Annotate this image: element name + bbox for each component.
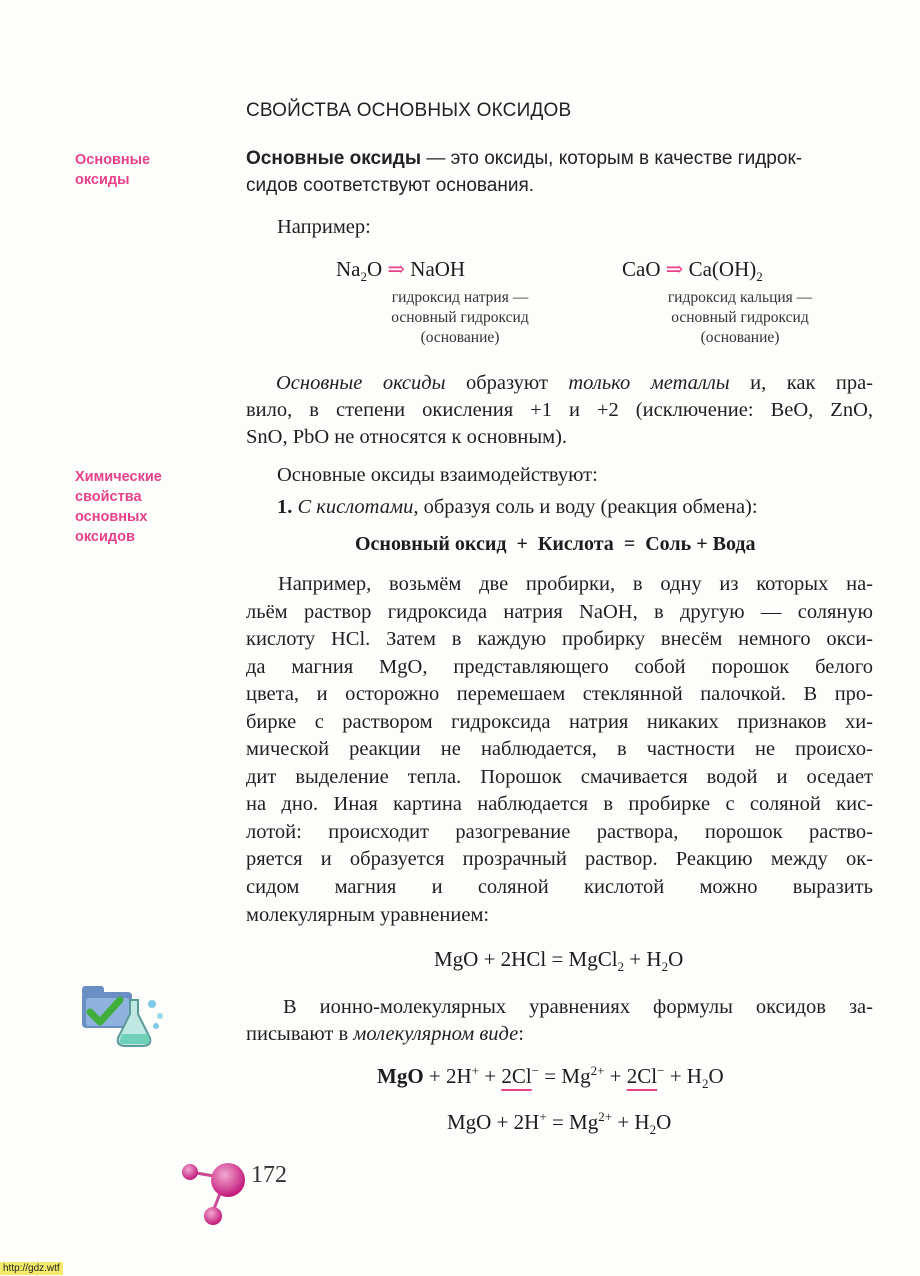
example-caption-naoh: гидроксид натрия — основный гидроксид (основание)	[391, 289, 529, 346]
molecule-decoration-icon	[178, 1158, 250, 1230]
implies-arrow-icon: ⇒	[387, 257, 406, 281]
experiment-line: льём раствор гидроксида натрия NaOH, в другую — соляную	[246, 601, 873, 623]
ionic-intro-line-2: писывают в молекулярном виде:	[246, 1023, 524, 1045]
experiment-line: лотой: происходит разогревание раствора, порошок раство-	[246, 821, 873, 843]
experiment-line: молекулярным уравнением:	[246, 904, 490, 926]
experiment-line: сидом магния и соляной кислотой можно выразить	[246, 876, 873, 898]
experiment-line: да магния MgO, представляющего собой порошок белого	[246, 656, 873, 678]
experiment-line: цвета, и осторожно перемешаем стеклянной палочкой. В про-	[246, 683, 873, 705]
metals-paragraph-line-2: вило, в степени окисления +1 и +2 (исключение: BeO, ZnO,	[246, 399, 873, 421]
metals-paragraph-line-1: Основные оксиды образуют только металлы и, как пра-	[276, 372, 873, 394]
margin-label-line: Основные	[75, 152, 151, 168]
margin-label-line: оксиды	[75, 172, 130, 188]
watermark-link[interactable]: http://gdz.wtf	[0, 1262, 63, 1275]
margin-label-basic-oxides	[75, 150, 150, 190]
example-formula-caoh2: CaO ⇒ $Ca(OH)_2$	[622, 257, 763, 284]
section-title: СВОЙСТВА ОСНОВНЫХ ОКСИДОВ	[246, 100, 572, 121]
experiment-line: ряется и образуется прозрачный раствор. Реакцию между ок-	[246, 848, 873, 870]
definition-line-2: сидов соответствуют основания.	[246, 175, 535, 196]
margin-label-chemical-properties: Химические свойства основных оксидов	[75, 469, 162, 545]
experiment-line: на дно. Иная картина наблюдается в пробирке с соляной кис-	[246, 793, 873, 815]
definition-text: — это оксиды, которым в качестве гидрок-	[421, 148, 803, 169]
experiment-line: Например, возьмём две пробирки, в одну из которых на-	[278, 573, 873, 595]
cancelled-ion: 2Cl	[501, 1064, 532, 1088]
experiment-line: бирке с раствором гидроксида натрия никаких признаков хи-	[246, 711, 873, 733]
implies-arrow-icon: ⇒	[665, 257, 684, 281]
experiment-line: кислоту HCl. Затем в каждую пробирку внесём немного окси-	[246, 628, 873, 650]
item-1: 1. С кислотами, образуя соль и воду (реакция обмена):	[277, 496, 758, 518]
short-ionic-equation: MgO + $2H^+ = Mg^{2+} + H_2O$	[447, 1109, 672, 1137]
molecular-equation: MgO + 2HCl = MgCl$_2$ + $H_2O$	[434, 947, 684, 974]
example-label: Например:	[277, 216, 371, 238]
definition-term: Основные оксиды	[246, 148, 422, 169]
example-caption-caoh2: гидроксид кальция — основный гидроксид (основание)	[667, 289, 813, 346]
cancelled-ion: 2Cl	[626, 1064, 658, 1088]
page-number: 172	[251, 1162, 287, 1188]
general-equation: Основный оксид + Кислота = Соль + Вода	[355, 533, 756, 555]
lab-flask-checkmark-icon	[80, 982, 166, 1054]
full-ionic-equation: MgO + $2H^+ + 2Cl^- = Mg^{2+} + 2Cl^- + H_2O$	[377, 1063, 724, 1091]
metals-paragraph-line-3: SnO, PbO не относятся к основным).	[246, 426, 568, 448]
ionic-intro-line-1: В ионно-молекулярных уравнениях формулы оксидов за-	[283, 996, 873, 1018]
experiment-line: мической реакции не наблюдается, в частности не происхо-	[246, 738, 873, 760]
definition-line-1	[246, 145, 873, 172]
example-formula-naoh: $Na_2O$ ⇒ NaOH	[336, 257, 466, 284]
experiment-line: дит выделение тепла. Порошок смачивается водой и оседает	[246, 766, 873, 788]
interaction-intro: Основные оксиды взаимодействуют:	[277, 464, 598, 486]
